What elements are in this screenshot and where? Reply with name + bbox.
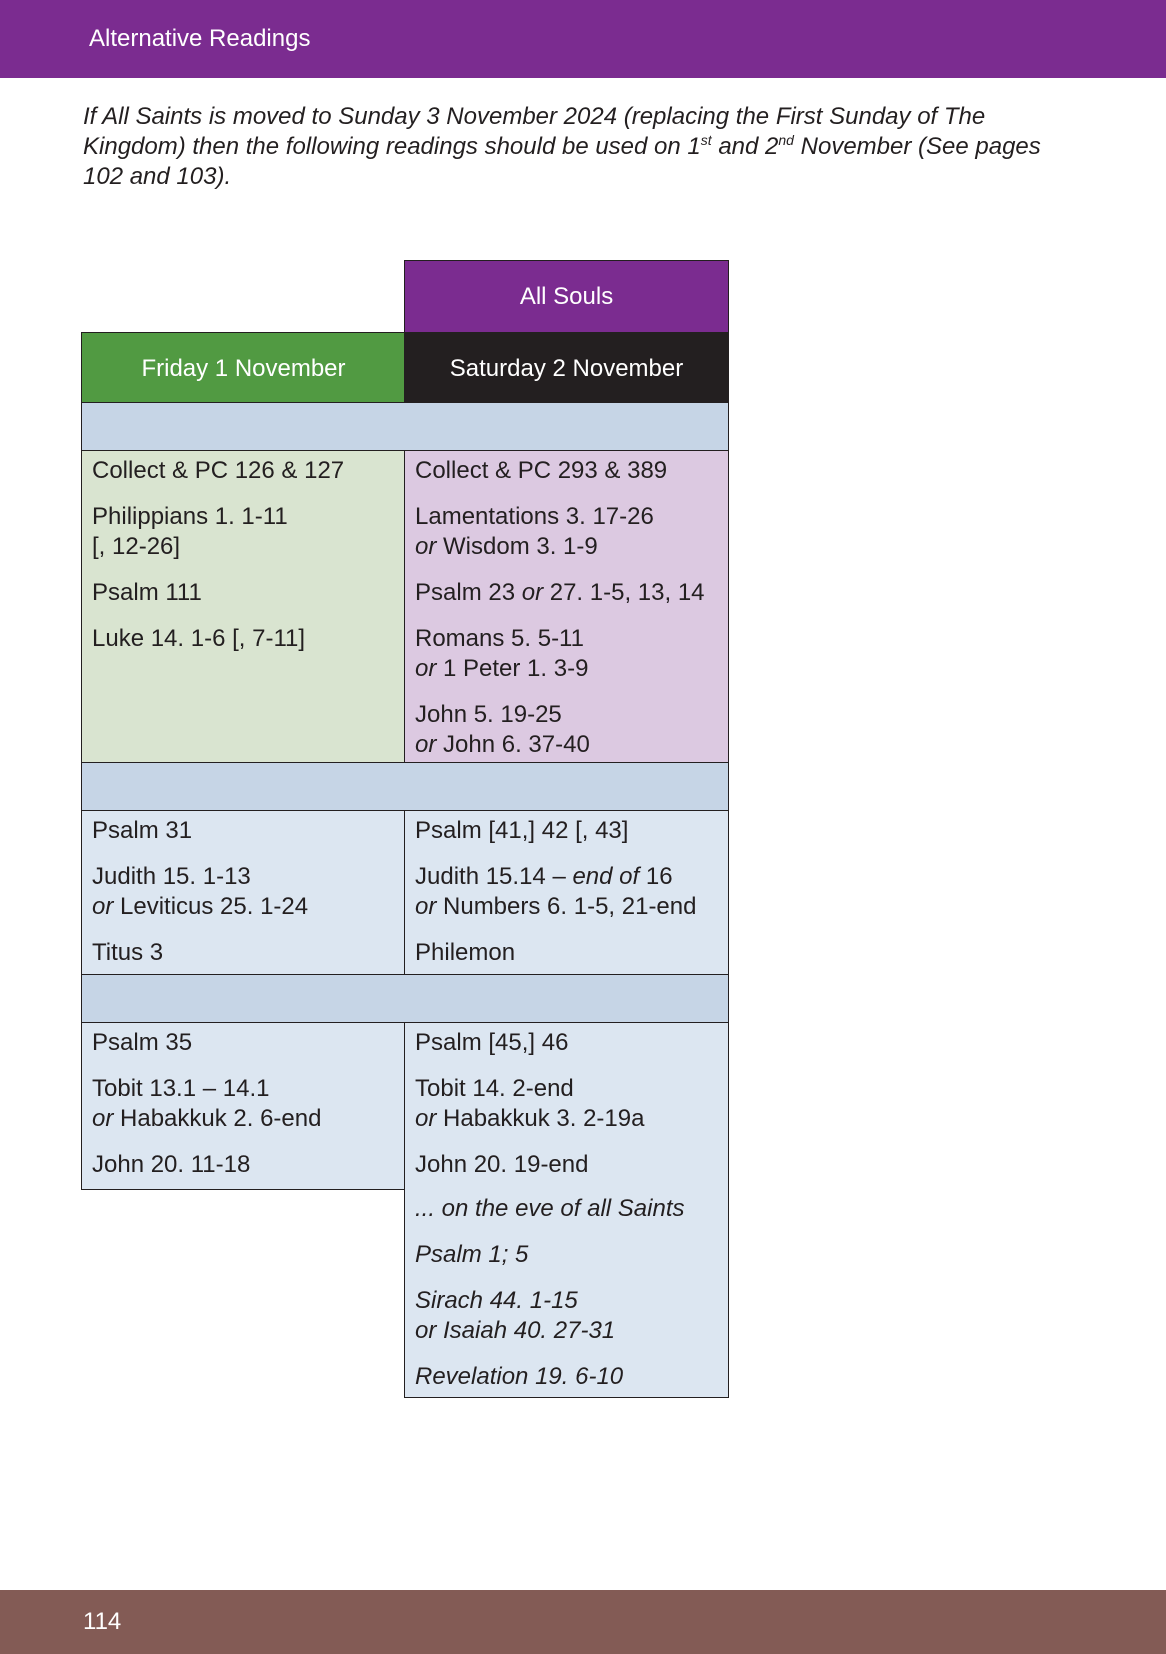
eve-reading-b: or Isaiah 40. 27-31 (415, 1317, 616, 1344)
s2-c2-reading-a-line (415, 862, 673, 892)
s2-c2-nt: Philemon (415, 939, 516, 966)
s3-c1-psalm: Psalm 35 (92, 1029, 193, 1056)
saturday-header-label: Saturday 2 November (449, 355, 684, 382)
s3-c1-reading-a: Tobit 13.1 – 14.1 (92, 1075, 270, 1102)
s2-c2-reading-b: Numbers 6. 1-5, 21-end (436, 893, 697, 920)
s2-c2-reading-a3: 16 (639, 863, 673, 890)
s1-c1-collect: Collect & PC 126 & 127 (92, 457, 345, 484)
s2-c2-reading-b-line (415, 892, 696, 922)
intro-text-2: and 2 (711, 133, 779, 160)
header-title: Alternative Readings (89, 25, 311, 52)
s3-c2-reading-b-line (415, 1104, 644, 1134)
s1-c2-psalm-line (415, 578, 705, 608)
section1-friday-cell (81, 450, 406, 764)
intro-sup-1: st (700, 132, 712, 148)
section-band-3 (81, 974, 729, 1024)
s1-c2-epistle-b: 1 Peter 1. 3-9 (436, 655, 589, 682)
s1-c2-collect: Collect & PC 293 & 389 (415, 457, 668, 484)
page-footer (0, 1590, 1166, 1654)
eve-heading: ... on the eve of all Saints (415, 1195, 685, 1222)
intro-text-3: November (See pages 102 and 103). (83, 133, 1041, 190)
or-label: or (92, 1105, 114, 1132)
s3-c2-reading-a: Tobit 14. 2-end (415, 1075, 574, 1102)
s3-c1-reading-b: Habakkuk 2. 6-end (113, 1105, 322, 1132)
all-souls-header (404, 260, 729, 334)
friday-header-label: Friday 1 November (141, 355, 346, 382)
s2-c2-reading-a1: Judith 15.14 – (415, 863, 573, 890)
s1-c2-gospel-b: John 6. 37-40 (436, 731, 590, 758)
eve-nt: Revelation 19. 6-10 (415, 1363, 624, 1390)
eve-reading-a: Sirach 44. 1-15 (415, 1287, 578, 1314)
saturday-header (404, 332, 729, 404)
page-header (0, 0, 1166, 78)
s3-c2-psalm: Psalm [45,] 46 (415, 1029, 569, 1056)
s1-c1-reading-a: Philippians 1. 1-11 (92, 503, 288, 530)
or-label: or (92, 893, 114, 920)
s1-c1-gospel: Luke 14. 1-6 [, 7-11] (92, 625, 306, 652)
s1-c2-reading-b: Wisdom 3. 1-9 (436, 533, 598, 560)
s3-c1-reading-b-line (92, 1104, 321, 1134)
or-label: or (415, 893, 437, 920)
s2-c1-psalm: Psalm 31 (92, 817, 193, 844)
section-band-1 (81, 402, 729, 452)
or-label: or (415, 731, 437, 758)
s1-c2-psalm-b: 27. 1-5, 13, 14 (543, 579, 705, 606)
s2-c1-reading-b: Leviticus 25. 1-24 (113, 893, 309, 920)
section2-friday-cell (81, 810, 406, 976)
or-label: or (415, 655, 437, 682)
s1-c2-epistle-a: Romans 5. 5-11 (415, 625, 584, 652)
section-band-2 (81, 762, 729, 812)
s1-c1-reading-b: [, 12-26] (92, 533, 181, 560)
s1-c2-gospel-a: John 5. 19-25 (415, 701, 562, 728)
intro-text-1: If All Saints is moved to Sunday 3 November 2024 (replacing the First Sunday of The Kingdom) then the following readings should be used on 1 (83, 103, 986, 160)
s2-c1-nt: Titus 3 (92, 939, 164, 966)
intro-paragraph (83, 102, 1043, 192)
or-label: or (415, 1105, 437, 1132)
friday-header (81, 332, 406, 404)
s2-c1-reading-b-line (92, 892, 308, 922)
page-number: 114 (83, 1608, 122, 1635)
intro-sup-2: nd (778, 132, 794, 148)
section1-saturday-cell (404, 450, 729, 764)
all-souls-label: All Souls (519, 283, 614, 310)
s1-c2-gospel-b-line (415, 730, 590, 760)
s2-c2-reading-a2: end of (572, 863, 640, 890)
s2-c1-reading-a: Judith 15. 1-13 (92, 863, 251, 890)
or-label: or (521, 579, 544, 606)
s3-c2-reading-b: Habakkuk 3. 2-19a (436, 1105, 645, 1132)
s1-c2-reading-a: Lamentations 3. 17-26 (415, 503, 654, 530)
s1-c2-epistle-b-line (415, 654, 588, 684)
or-label: or (415, 533, 437, 560)
eve-psalm: Psalm 1; 5 (415, 1241, 529, 1268)
s2-c2-psalm: Psalm [41,] 42 [, 43] (415, 817, 629, 844)
section3-saturday-cell (404, 1022, 729, 1398)
s3-c1-gospel: John 20. 11-18 (92, 1151, 251, 1178)
s1-c2-reading-b-line (415, 532, 598, 562)
s1-c1-psalm: Psalm 111 (92, 579, 202, 606)
section2-saturday-cell (404, 810, 729, 976)
s1-c2-psalm-a: Psalm 23 (415, 579, 522, 606)
section3-friday-cell (81, 1022, 406, 1190)
s3-c2-gospel: John 20. 19-end (415, 1151, 589, 1178)
